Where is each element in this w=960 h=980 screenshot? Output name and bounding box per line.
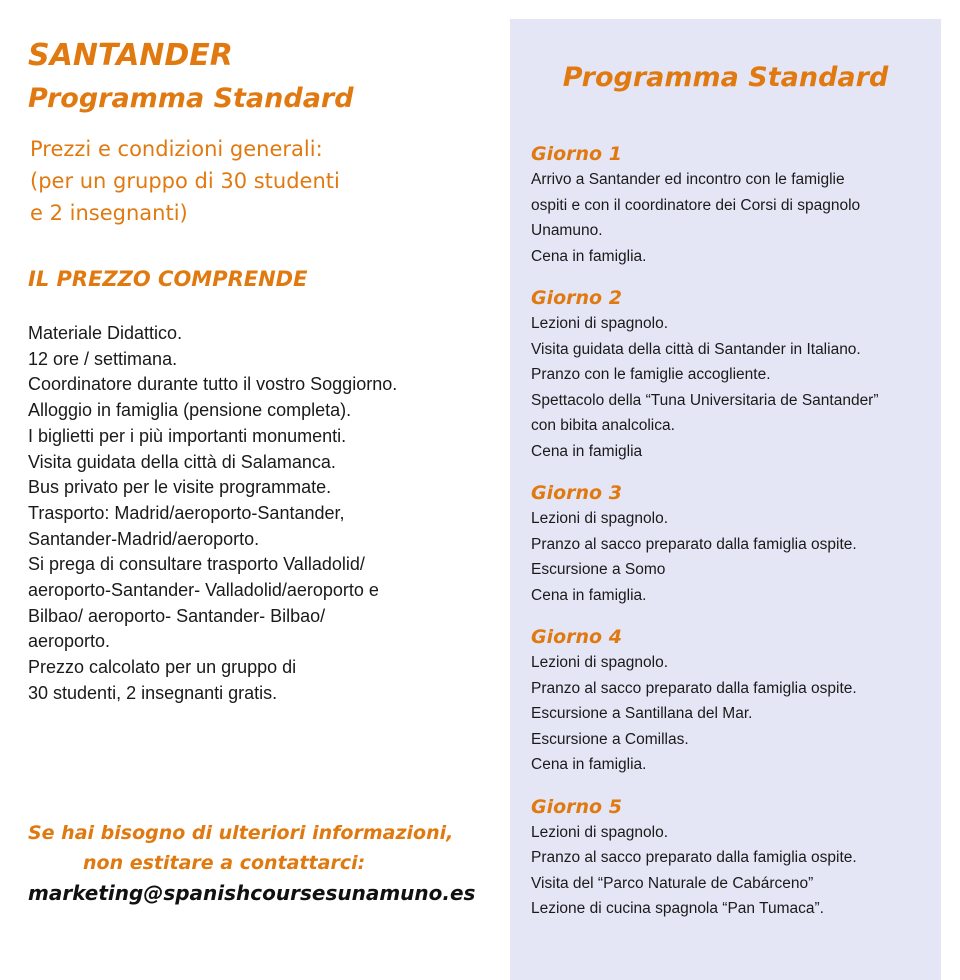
day-line: Lezioni di spagnolo.	[531, 510, 669, 527]
prices-conditions	[30, 133, 488, 229]
day-description	[531, 506, 941, 608]
page-title: SANTANDER	[28, 38, 233, 73]
day-line: Lezioni di spagnolo.	[531, 654, 669, 671]
day-line: Pranzo con le famiglie accogliente.	[531, 366, 771, 383]
day-line: Visita del “Parco Naturale de Cabárceno”	[531, 874, 814, 892]
day-line: Escursione a Somo	[531, 561, 666, 578]
includes-item: Bus privato per le visite programmate.	[28, 477, 332, 498]
includes-list	[28, 321, 488, 707]
day-line: Cena in famiglia.	[531, 586, 647, 604]
day-section	[531, 141, 941, 269]
contact-line: non estitare a contattarci:	[83, 852, 366, 874]
day-line: con bibita analcolica.	[531, 417, 675, 434]
program-title: Programma Standard	[562, 62, 889, 93]
day-line: Lezioni di spagnolo.	[531, 315, 669, 332]
includes-item: Bilbao/ aeroporto- Santander- Bilbao/	[28, 605, 326, 626]
contact-line: Se hai bisogno di ulteriori informazioni,	[28, 822, 454, 844]
day-line: Unamuno.	[531, 222, 603, 239]
day-line: Escursione a Comillas.	[531, 730, 689, 748]
day-line: Arrivo a Santander ed incontro con le famiglie	[531, 171, 845, 188]
includes-heading: IL PREZZO COMPRENDE	[28, 267, 308, 291]
day-line: ospiti e con il coordinatore dei Corsi di spagnolo	[531, 196, 861, 214]
contact-block	[28, 818, 476, 908]
day-section	[531, 285, 941, 464]
day-title: Giorno 1	[531, 143, 622, 165]
day-line: Pranzo al sacco preparato dalla famiglia ospite.	[531, 535, 857, 553]
day-line: Cena in famiglia	[531, 442, 643, 460]
day-line: Pranzo al sacco preparato dalla famiglia ospite.	[531, 679, 857, 697]
includes-item: aeroporto.	[28, 631, 111, 652]
day-title: Giorno 2	[531, 287, 622, 309]
day-description	[531, 820, 941, 922]
day-title: Giorno 3	[531, 482, 622, 504]
day-description	[531, 650, 941, 778]
includes-item: Alloggio in famiglia (pensione completa).	[28, 400, 352, 421]
day-line: Escursione a Santillana del Mar.	[531, 705, 753, 722]
includes-item: Si prega di consultare trasporto Valladolid/	[28, 554, 365, 575]
left-column	[28, 38, 488, 707]
program-panel	[510, 19, 941, 980]
day-line: Lezione di cucina spagnola “Pan Tumaca”.	[531, 900, 824, 917]
includes-item: Prezzo calcolato per un gruppo di	[28, 657, 297, 678]
day-line: Cena in famiglia.	[531, 247, 647, 265]
prices-line: Prezzi e condizioni generali:	[30, 137, 323, 161]
includes-item: Visita guidata della città di Salamanca.	[28, 451, 336, 472]
day-line: Spettacolo della “Tuna Universitaria de Santander”	[531, 391, 879, 409]
day-description	[531, 167, 941, 269]
day-title: Giorno 5	[531, 795, 622, 818]
contact-email[interactable]: marketing@spanishcoursesunamuno.es	[28, 881, 476, 905]
includes-item: Materiale Didattico.	[28, 323, 183, 343]
includes-item: Santander-Madrid/aeroporto.	[28, 528, 260, 549]
prices-line: e 2 insegnanti)	[30, 201, 188, 225]
page-subtitle: Programma Standard	[28, 83, 354, 114]
day-list	[531, 141, 941, 922]
includes-item: 12 ore / settimana.	[28, 348, 178, 369]
day-line: Visita guidata della città di Santander in Italiano.	[531, 340, 861, 358]
prices-line: (per un gruppo di 30 studenti	[30, 169, 340, 193]
day-section	[531, 624, 941, 778]
includes-item: I biglietti per i più importanti monumenti.	[28, 425, 347, 446]
day-section	[531, 794, 941, 922]
day-title: Giorno 4	[531, 626, 622, 648]
day-section	[531, 480, 941, 608]
includes-item: Coordinatore durante tutto il vostro Soggiorno.	[28, 374, 398, 395]
day-line: Lezioni di spagnolo.	[531, 823, 669, 841]
includes-item: 30 studenti, 2 insegnanti gratis.	[28, 682, 278, 703]
day-description	[531, 311, 941, 464]
day-line: Pranzo al sacco preparato dalla famiglia ospite.	[531, 849, 857, 866]
includes-item: Trasporto: Madrid/aeroporto-Santander,	[28, 502, 345, 523]
day-line: Cena in famiglia.	[531, 756, 647, 773]
includes-item: aeroporto-Santander- Valladolid/aeroporto e	[28, 580, 379, 601]
